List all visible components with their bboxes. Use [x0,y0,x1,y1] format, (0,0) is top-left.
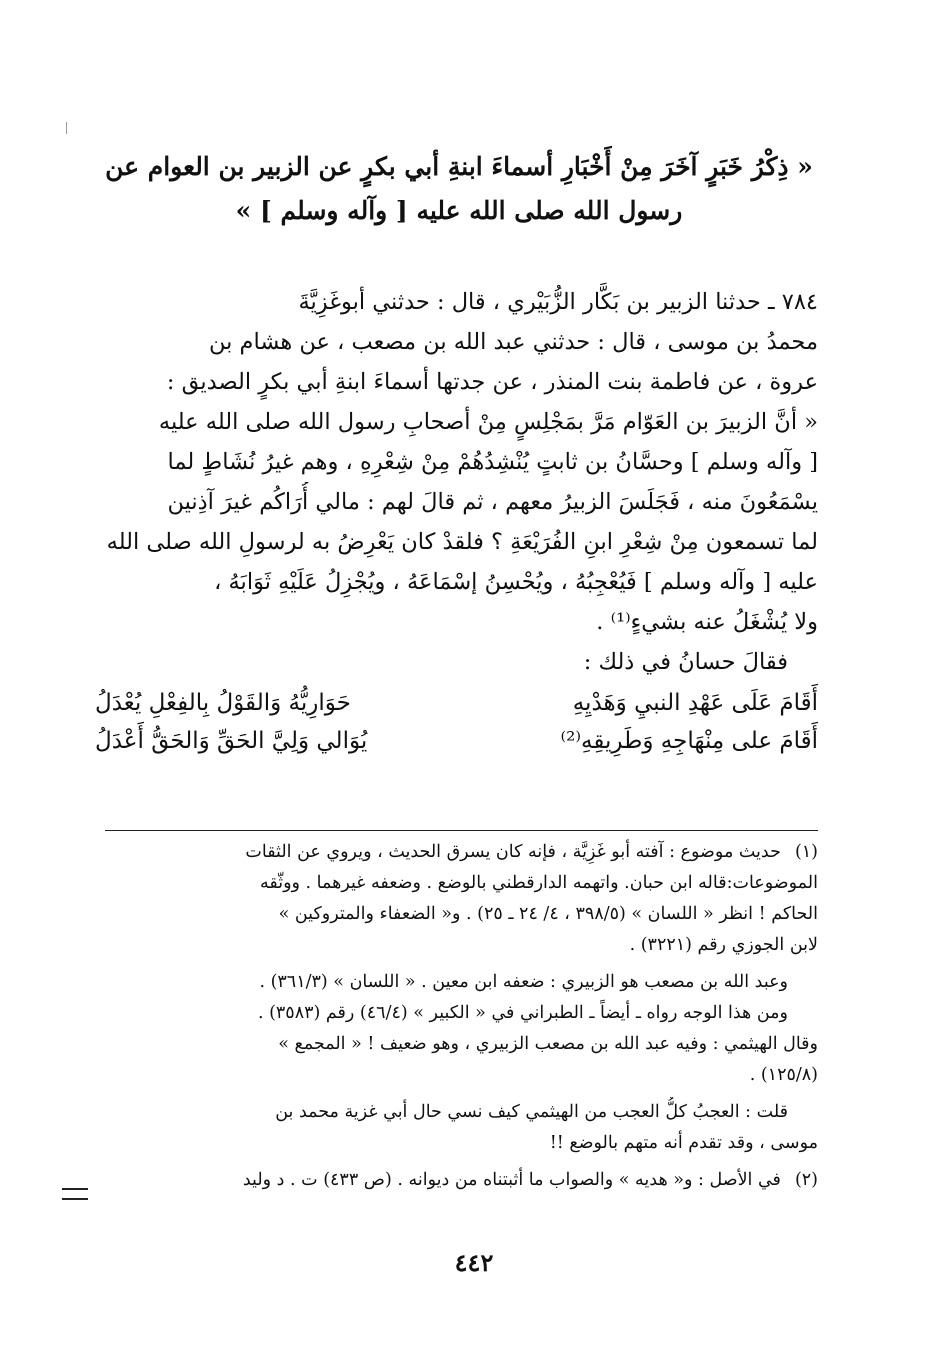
poem-intro: فقالَ حسانُ في ذلك : [583,649,788,675]
heading-line: « ذِكْرُ خَبَرٍ آخَرَ مِنْ أَخْبَارِ أسماءَ ابنةِ أبي بكرٍ عن الزبير بن العوام عن [105,152,813,181]
text-line: يسْمَعُونَ منه ، فَجَلَسَ الزبيرُ معهم ، ثم قالَ لهم : مالي أُرَاكُم غيرَ آذِنين [167,489,818,515]
text-line: « أنَّ الزبيرَ بن العَوّام مَرَّ بمَجْلِسٍ مِنْ أصحابِ رسول الله صلى الله عليه [158,409,818,435]
footnote-line: الموضوعات:قاله ابن حبان. واتهمه الدارقطني بالوضع . وضعفه غيرهما . ووثّقه [259,873,818,893]
footnote-line: لابن الجوزي رقم (٣٢٢١) . [629,935,818,955]
page-number: ٤٤٢ [454,1248,494,1277]
verse-first-half: أَقَامَ عَلَى عَهْدِ النبيِ وَهَدْيِهِ [572,690,818,716]
verse-second-half: يُوَالي وَلِيَّ الحَقِّ وَالحَقُّ أَعْدَلُ [95,728,368,754]
margin-mark [66,122,67,134]
text-line: عليه [ وآله وسلم ] فَيُعْجِبُهُ ، ويُحْسِنُ إسْمَاعَهُ ، ويُجْزِلُ عَلَيْهِ ثَوَابَهُ ، [214,569,818,595]
footnote-1 [105,837,818,961]
text-line: محمدُ بن موسى ، قال : حدثني عبد الله بن مصعب ، عن هشام بن [209,329,818,355]
text-line: ٧٨٤ ـ حدثنا الزبير بن بَكَّار الزُّبَيْري ، قال : حدثني أبوغَزِيَّةَ [298,289,818,315]
hadith-paragraph [95,282,818,682]
footnote-number: (٢) [794,1170,818,1190]
footnote-line: موسى ، وقد تقدم أنه متهم بالوضع !! [549,1133,818,1153]
poem [95,684,818,760]
footnote-line [105,837,818,868]
footnote-line: وقال الهيثمي : وفيه عبد الله بن مصعب الزبيري ، وهو ضعيف ! « المجمع » [278,1034,818,1054]
footnote-text: حديث موضوع : آفته أبو غَزِيَّة ، فإنه كان يسرق الحديث ، ويروي عن الثقات [245,842,781,862]
poem-verse [95,722,818,760]
text-line: [ وآله وسلم ] وحسَّانُ بن ثابتٍ يُنْشِدُهُمْ مِنْ شِعْرِهِ ، وهم غيرُ نُشَاطٍ لما [167,449,818,475]
verse-first-half: أَقَامَ على مِنْهَاجِهِ وَطَرِيقِهِ⁽²⁾ [560,728,818,754]
text-line: عروة ، عن فاطمة بنت المنذر ، عن جدتها أسماءَ ابنةِ أبي بكرٍ الصديق : [166,369,818,395]
continuation-mark [62,1188,88,1200]
footnote-line: وعبد الله بن مصعب هو الزبيري : ضعفه ابن معين . « اللسان » (٣٦١/٣) . [259,972,788,992]
footnote-line: ومن هذا الوجه رواه ـ أيضاً ـ الطبراني في « الكبير » (٤٦/٤) رقم (٣٥٨٣) . [257,1003,788,1023]
footnote-2 [105,1165,818,1196]
text-line: لما تسمعون مِنْ شِعْرِ ابنِ الفُرَيْعَةِ ؟ فلقدْ كان يَعْرِضُ به لرسولِ الله صلى الله [106,529,818,555]
footnote-commentary [105,1097,818,1159]
footnote-line: الحاكم ! انظر « اللسان » (٣٩٨/٥ ، ٤/ ٢٤ ـ ٢٥) . و« الضعفاء والمتروكين » [278,904,818,924]
hadith-text [95,282,818,760]
footnotes [105,830,818,1202]
poem-verse [95,684,818,722]
heading-line: رسول الله صلى الله عليه [ وآله وسلم ] » [235,196,683,225]
footnote-number: (١) [794,842,818,862]
footnote-1-continued [105,967,818,1091]
footnote-line: (١٢٥/٨) . [749,1065,818,1085]
text-line: ولا يُشْغَلُ عنه بشيءٍ⁽¹⁾ . [596,609,818,635]
verse-second-half: حَوَارِيُّهُ وَالقَوْلُ بِالفِعْلِ يُعْدَلُ [95,690,351,716]
footnote-text: في الأصل : و« هديه » والصواب ما أثبتناه من ديوانه . (ص ٤٣٣) ت . د وليد [242,1170,781,1190]
footnote-line: قلت : العجبُ كلُّ العجب من الهيثمي كيف نسي حال أبي غزية محمد بن [275,1102,788,1122]
footnote-line [105,1165,818,1196]
section-heading [90,145,828,233]
